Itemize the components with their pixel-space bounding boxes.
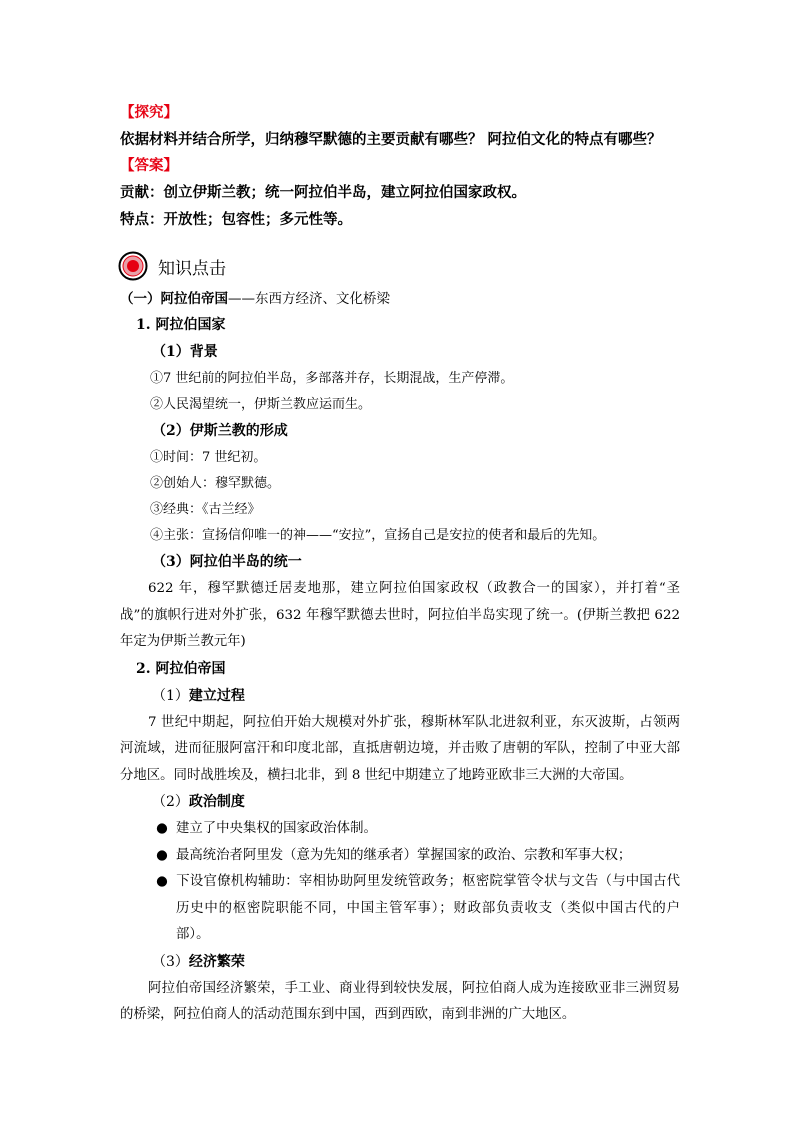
list-item: ③经典：《古兰经》 — [150, 502, 261, 517]
bullet-dot-icon: ● — [156, 821, 168, 836]
answer-features: 特点：开放性；包容性；多元性等。 — [120, 211, 352, 228]
explore-question: 依据材料并结合所学，归纳穆罕默德的主要贡献有哪些？ 阿拉伯文化的特点有哪些？ — [120, 131, 662, 148]
list-item — [148, 869, 680, 949]
list-item: ①时间：7 世纪初。 — [150, 450, 267, 465]
document-content — [120, 100, 680, 1029]
establish-paragraph: 7 世纪中期起，阿拉伯开始大规模对外扩张，穆斯林军队北进叙利亚，东灭波斯，占领两河流域，进而征服阿富汗和印度北部，直抵唐朝边境，并击败了唐朝的军队，控制了中亚大部分地区。同时战胜埃及，横扫北非，到 8 世纪中期建立了地跨亚欧非三大洲的大帝国。 — [120, 714, 680, 783]
list-item: ②创始人：穆罕默德。 — [150, 476, 281, 491]
economy-paragraph: 阿拉伯帝国经济繁荣，手工业、商业得到较快发展，阿拉伯商人成为连接欧亚非三洲贸易的桥梁，阿拉伯商人的活动范围东到中国，西到西欧，南到非洲的广大地区。 — [120, 980, 680, 1022]
background-title: （1）背景 — [152, 344, 218, 360]
list-item: ①7 世纪前的阿拉伯半岛，多部落并存，长期混战，生产停滞。 — [150, 371, 514, 386]
answer-label: 【答案】 — [120, 157, 178, 174]
bullet-dot-icon: ● — [156, 847, 168, 863]
politics-title — [120, 789, 680, 816]
section-title-main: （一）阿拉伯帝国 — [120, 291, 228, 307]
part2-title: 2. 阿拉伯帝国 — [136, 660, 226, 677]
list-item — [148, 816, 680, 843]
target-icon — [118, 251, 148, 281]
establish-title — [120, 683, 680, 710]
establish-num: （1） — [152, 687, 189, 704]
section-title — [120, 286, 680, 312]
unification-paragraph: 622 年，穆罕默德迁居麦地那，建立阿拉伯国家政权（政教合一的国家），并打着“圣战”的旗帜行进对外扩张，632 年穆罕默德去世时，阿拉伯半岛实现了统一。(伊斯兰教把 622 年定为伊斯兰教元年) — [120, 581, 680, 649]
part1-title: 1. 阿拉伯国家 — [136, 317, 226, 333]
answer-contribution: 贡献：创立伊斯兰教；统一阿拉伯半岛，建立阿拉伯国家政权。 — [120, 184, 526, 201]
explore-label: 【探究】 — [120, 104, 178, 121]
knowledge-heading — [120, 246, 680, 286]
politics-list — [120, 816, 680, 949]
economy-title — [120, 949, 680, 976]
bullet-text: 下设官僚机构辅助：宰相协助阿里发统管政务；枢密院掌管令状与文告（与中国古代历史中的枢密院职能不同，中国主管军事）；财政部负责收支（类似中国古代的户部）。 — [176, 874, 680, 942]
knowledge-title: 知识点击 — [158, 258, 226, 279]
politics-label: 政治制度 — [188, 794, 245, 810]
economy-label: 经济繁荣 — [188, 953, 245, 970]
bullet-text: 建立了中央集权的国家政治体制。 — [176, 821, 377, 836]
bullet-dot-icon: ● — [156, 874, 168, 889]
section-title-sub: ——东西方经济、文化桥梁 — [228, 291, 390, 307]
politics-num: （2） — [152, 794, 189, 810]
establish-label: 建立过程 — [188, 687, 245, 704]
formation-title: （2）伊斯兰教的形成 — [152, 423, 288, 439]
list-item: ②人民渴望统一，伊斯兰教应运而生。 — [150, 397, 372, 412]
economy-num: （3） — [152, 953, 189, 970]
list-item: ④主张：宣扬信仰唯一的神——“安拉”，宣扬自己是安拉的使者和最后的先知。 — [150, 528, 606, 543]
list-item — [148, 843, 680, 870]
unification-title: （3）阿拉伯半岛的统一 — [152, 554, 302, 570]
bullet-text: 最高统治者阿里发（意为先知的继承者）掌握国家的政治、宗教和军事大权； — [176, 847, 632, 863]
